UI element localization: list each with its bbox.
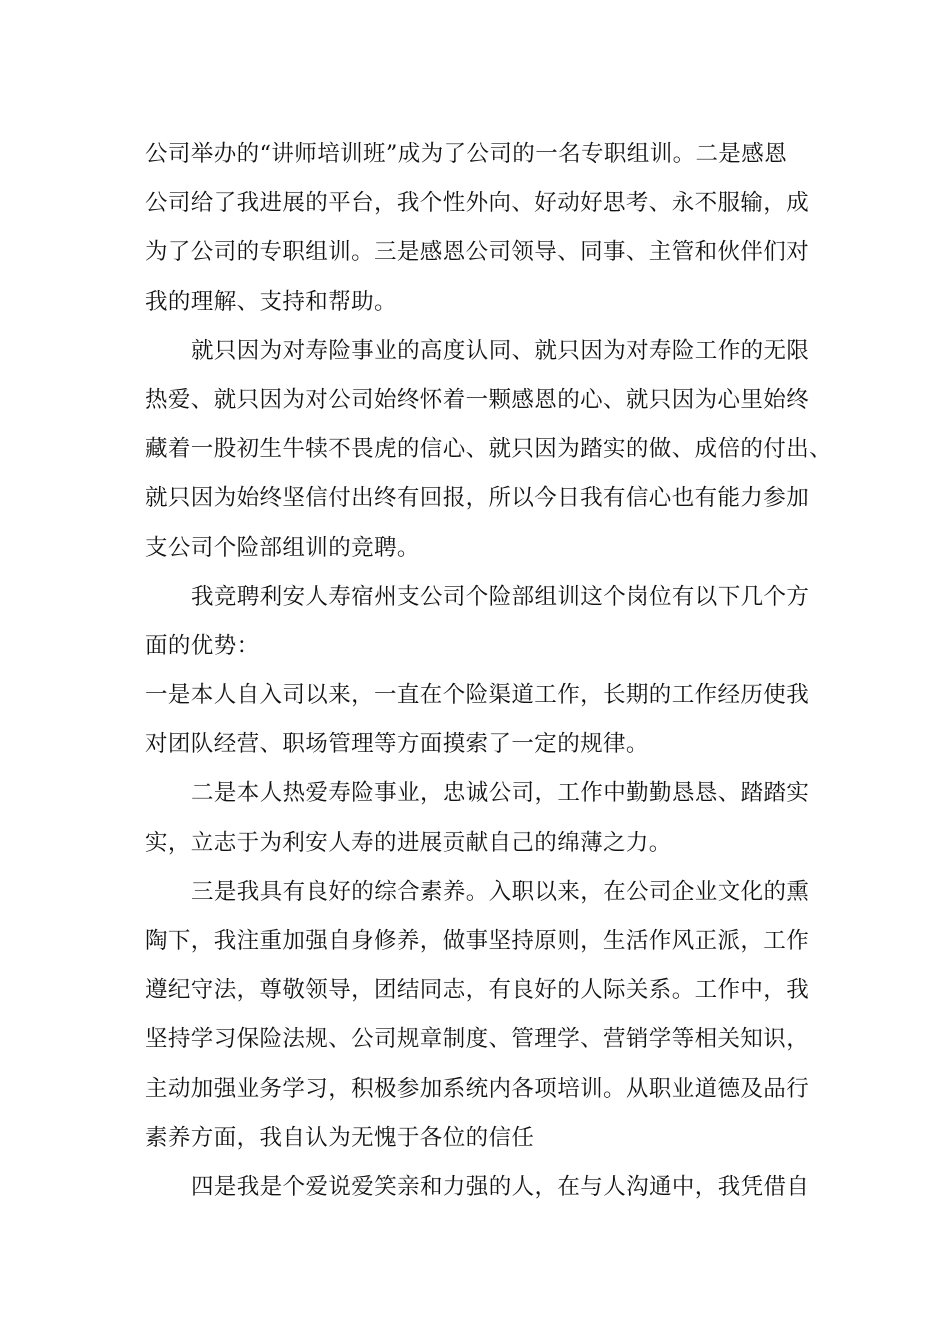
- text-line: 就只因为始终坚信付出终有回报，所以今日我有信心也有能力参加: [145, 485, 810, 512]
- text-line: 面的优势：: [145, 632, 260, 659]
- text-line: 素养方面，我自认为无愧于各位的信任: [145, 1124, 535, 1151]
- text-line: 二是本人热爱寿险事业，忠诚公司，工作中勤勤恳恳、踏踏实: [191, 780, 810, 807]
- text-line: 为了公司的专职组训。三是感恩公司领导、同事、主管和伙伴们对: [145, 239, 810, 266]
- body-text: [145, 130, 833, 1212]
- text-line: 一是本人自入司以来，一直在个险渠道工作，长期的工作经历使我: [145, 682, 810, 709]
- text-line: 就只因为对寿险事业的高度认同、就只因为对寿险工作的无限: [191, 337, 810, 364]
- text-line: 三是我具有良好的综合素养。入职以来，在公司企业文化的熏: [191, 878, 810, 905]
- text-line: 对团队经营、职场管理等方面摸索了一定的规律。: [145, 731, 649, 758]
- text-line: 坚持学习保险法规、公司规章制度、管理学、营销学等相关知识，: [145, 1026, 810, 1053]
- text-line: 实，立志于为利安人寿的进展贡献自己的绵薄之力。: [145, 829, 672, 856]
- text-line: 藏着一股初生牛犊不畏虎的信心、就只因为踏实的做、成倍的付出、: [145, 436, 833, 463]
- text-line: 陶下，我注重加强自身修养，做事坚持原则，生活作风正派，工作: [145, 928, 810, 954]
- text-line: 我竞聘利安人寿宿州支公司个险部组训这个岗位有以下几个方: [191, 583, 810, 610]
- text-line: 公司给了我进展的平台，我个性外向、好动好思考、永不服输，成: [145, 190, 810, 217]
- text-line: 我的理解、支持和帮助。: [145, 288, 397, 315]
- text-line: 遵纪守法，尊敬领导，团结同志，有良好的人际关系。工作中，我: [145, 977, 810, 1004]
- text-line: 支公司个险部组训的竞聘。: [145, 534, 420, 561]
- text-line: 公司举办的“讲师培训班”成为了公司的一名专职组训。二是感恩: [145, 141, 788, 167]
- text-line: 主动加强业务学习，积极参加系统内各项培训。从职业道德及品行: [145, 1075, 810, 1102]
- text-line: 热爱、就只因为对公司始终怀着一颗感恩的心、就只因为心里始终: [145, 386, 810, 413]
- text-line: 四是我是个爱说爱笑亲和力强的人，在与人沟通中，我凭借自: [191, 1173, 810, 1200]
